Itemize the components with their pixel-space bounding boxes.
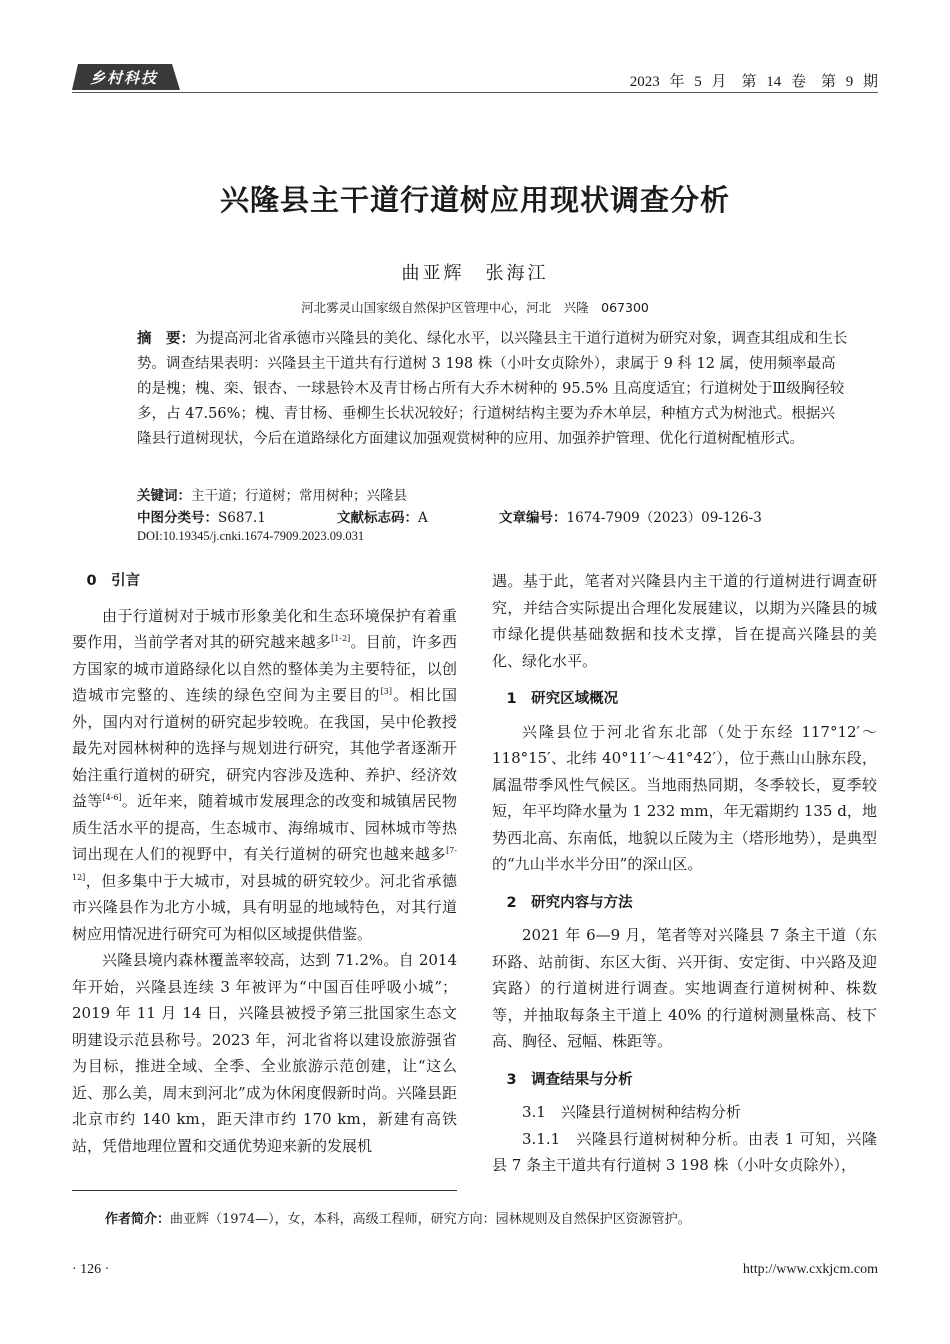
footnote-divider: [72, 1190, 457, 1191]
citation: [4-6]: [102, 793, 122, 802]
text: 。目前，许多西方国家的城市道路绿化以自然的整体美为主要特征，以创造城市完整的、连续的绿色空间为主要目的: [72, 633, 457, 704]
journal-logo: [72, 62, 180, 92]
issue-info: 2023 年 5 月 第 14 卷 第 9 期: [629, 74, 878, 90]
text: ，但多集中于大城市，对县城的研究较少。河北省承德市兴隆县作为北方小城，具有明显的地域特色，对其行道树应用情况进行研究可为相似区域提供借鉴。: [72, 871, 457, 943]
journal-url: http://www.cxkjcm.com: [742, 1262, 878, 1277]
section-heading-2: 2 研究内容与方法: [506, 894, 633, 911]
author-bio-text: 曲亚辉（1974—），女，本科，高级工程师，研究方向：园林规则及自然保护区资源管护。: [170, 1212, 691, 1227]
citation: [7-12]: [72, 846, 457, 882]
keywords: [137, 485, 407, 507]
keywords-text: 主干道；行道树；常用树种；兴隆县: [191, 488, 407, 504]
paragraph-intro-1: [72, 603, 457, 948]
page-number: · 126 ·: [72, 1262, 110, 1277]
author-bio-label: 作者简介：: [105, 1212, 171, 1227]
paragraph-methods: 2021 年 6—9 月，笔者等对兴隆县 7 条主干道（东环路、站前街、东区大街、兴开街、安定街、中兴路及迎宾路）的行道树进行调查。实地调查行道树树种、株数等，并抽取每条主干道上 40% 的行道树测量株高、枝下高、胸径、冠幅、株距等。: [492, 926, 877, 1050]
doc-code: [337, 507, 428, 529]
keywords-label: 关键词：: [137, 488, 191, 504]
citation: [1-2]: [331, 634, 351, 643]
text: 由于行道树对于城市形象美化和生态环境保护有着重要作用，当前学者对其的研究越来越多: [72, 606, 457, 651]
paragraph-intro-2-continued: 遇。基于此，笔者对兴隆县内主干道的行道树进行调查研究，并结合实际提出合理化发展建议，以期为兴隆县的城市绿化提供基础数据和技术支撑，旨在提高兴隆县的美化、绿化水平。: [492, 572, 877, 670]
subsection-heading-3-1: 3.1 兴隆县行道树树种结构分析: [522, 1103, 741, 1121]
article-number-label: 文章编号：: [499, 510, 567, 526]
paragraph-intro-2: 兴隆县境内森林覆盖率较高，达到 71.2%。自 2014 年开始，兴隆县连续 3 年被评为“中国百佳呼吸小城”；2019 年 11 月 14 日，兴隆县被授予第三批国家生态文明建设示范县称号。2023 年，河北省将以建设旅游强省为目标，推进全域、全季、全业旅游示范创建，让“这么近、那么美，周末到河北”成为休闲度假新时尚。兴隆县距北京市约 140 km，距天津市约 170 km，新建有高铁站，凭借地理位置和交通优势迎来新的发展机: [72, 951, 457, 1155]
abstract-label: 摘 要：: [137, 331, 195, 347]
header-divider: [72, 92, 878, 93]
clc-value: S687.1: [218, 510, 266, 526]
section-heading-3: 3 调查结果与分析: [506, 1071, 633, 1088]
journal-logo-text: 乡村科技: [90, 69, 159, 87]
section-heading-intro: 0 引言: [86, 573, 141, 589]
section-heading-1: 1 研究区域概况: [506, 691, 619, 707]
abstract-text: 为提高河北省承德市兴隆县的美化、绿化水平，以兴隆县主干道行道树为研究对象，调查其组成和生长势。调查结果表明：兴隆县主干道共有行道树 3 198 株（小叶女贞除外），隶属于 9 科 12 属，使用频率最高的是槐；槐、栾、银杏、一球悬铃木及青甘杨占所有大乔木树种的 95.5% 且高度适宜；行道树处于Ⅲ级胸径较多，占 47.56%；槐、青甘杨、垂柳生长状况较好；行道树结构主要为乔木单层，种植方式为树池式。根据兴隆县行道树现状，今后在道路绿化方面建议加强观赏树种的应用、加强养护管理、优化行道树配植形式。: [137, 331, 848, 447]
article-authors: 曲亚辉 张海江: [401, 263, 549, 284]
clc-number: [137, 507, 266, 529]
abstract: [137, 327, 849, 452]
left-column: [72, 568, 457, 1159]
paragraph-study-area: 兴隆县位于河北省东北部（处于东经 117°12′～118°15′、北纬 40°11′～41°42′），位于燕山山脉东段，属温带季风性气候区。当地雨热同期，冬季较长，夏季较短，年平均降水量为 1 232 mm，年无霜期约 135 d，地势西北高、东南低，地貌以丘陵为主（塔形地势），是典型的“九山半水半分田”的深山区。: [492, 722, 877, 873]
paragraph-results: 3.1.1 兴隆县行道树树种分析。由表 1 可知，兴隆县 7 条主干道共有行道树 3 198 株（小叶女贞除外），: [492, 1129, 877, 1174]
doi: DOI:10.19345/j.cnki.1674-7909.2023.09.031: [137, 529, 365, 543]
article-number-value: 1674-7909（2023）09-126-3: [566, 510, 762, 526]
doc-code-label: 文献标志码：: [337, 510, 418, 526]
article-title: 兴隆县主干道行道树应用现状调查分析: [219, 183, 730, 217]
author-affiliation: 河北雾灵山国家级自然保护区管理中心，河北 兴隆 067300: [301, 300, 649, 315]
article-number: [499, 507, 762, 529]
clc-label: 中图分类号：: [137, 510, 218, 526]
text: 。相比国外，国内对行道树的研究起步较晚。在我国，吴中伦教授最先对园林树种的选择与规划进行研究，其他学者逐渐开始注重行道树的研究，研究内容涉及选种、养护、经济效益等: [72, 686, 457, 810]
right-column: [492, 568, 877, 1179]
doc-code-value: A: [418, 510, 428, 526]
author-bio: [105, 1208, 691, 1227]
citation: [3]: [380, 687, 392, 696]
text: 。近年来，随着城市发展理念的改变和城镇居民物质生活水平的提高，生态城市、海绵城市、园林城市等热词出现在人们的视野中，有关行道树的研究也越来越多: [72, 792, 457, 863]
